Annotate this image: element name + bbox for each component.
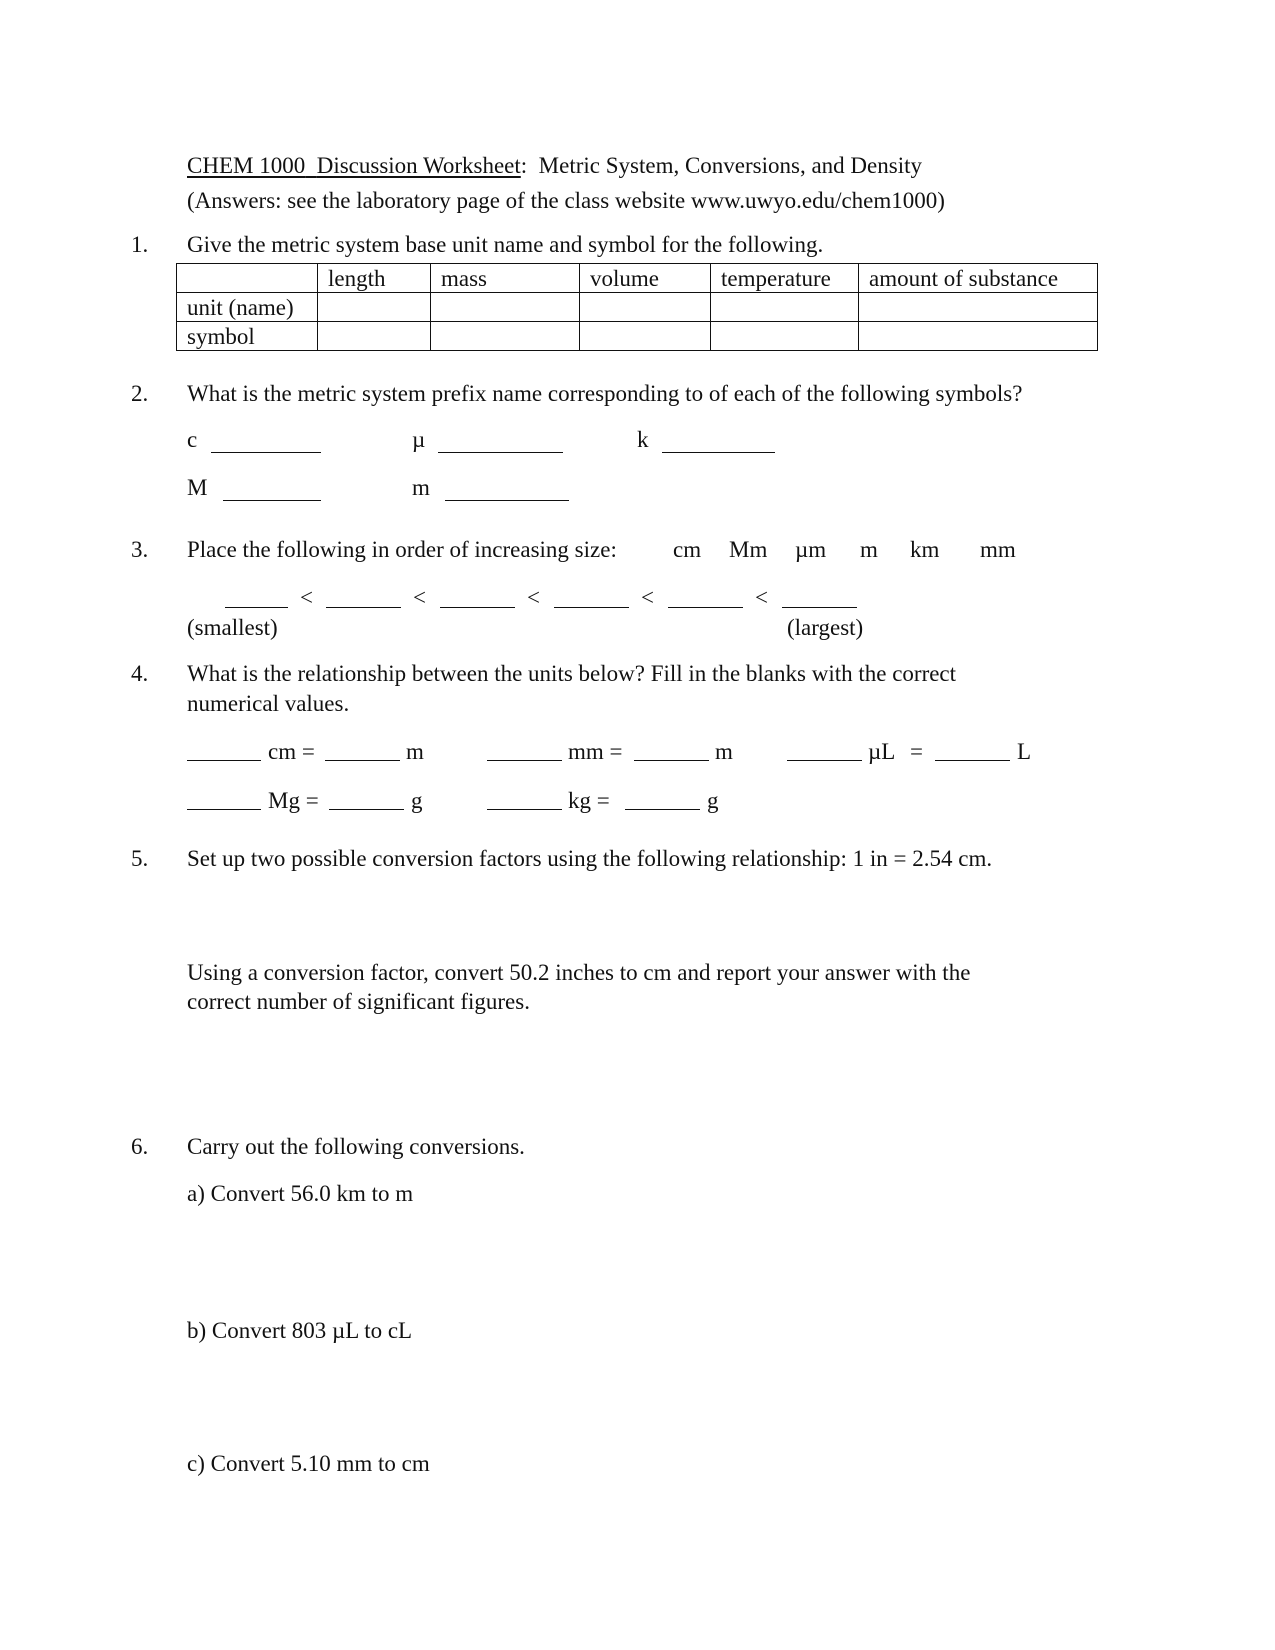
unit-label: mm = xyxy=(568,739,623,764)
prefix-symbol: M xyxy=(187,475,208,500)
unit-item: km xyxy=(910,537,940,562)
answer-blank[interactable] xyxy=(445,499,569,501)
base-units-table xyxy=(176,263,1098,351)
order-blank[interactable] xyxy=(326,606,401,608)
question-1-text: Give the metric system base unit name and symbol for the following. xyxy=(187,232,824,257)
unit-item: µm xyxy=(795,537,827,562)
question-number-1: 1. xyxy=(131,232,149,257)
unit-label: L xyxy=(1017,739,1032,764)
worksheet-topic: Metric System, Conversions, and Density xyxy=(538,153,922,178)
table-header-cell: amount of substance xyxy=(859,264,1098,293)
unit-label: Mg = xyxy=(268,788,319,813)
order-blank[interactable] xyxy=(554,606,629,608)
question-5-followup-line-1: Using a conversion factor, convert 50.2 inches to cm and report your answer with the xyxy=(187,960,971,985)
value-blank[interactable] xyxy=(187,808,261,810)
value-blank[interactable] xyxy=(487,759,562,761)
unit-item: cm xyxy=(673,537,702,562)
order-blank[interactable] xyxy=(668,606,743,608)
question-number-4: 4. xyxy=(131,661,149,686)
question-number-3: 3. xyxy=(131,537,149,562)
table-header-cell: length xyxy=(318,264,431,293)
smallest-label: (smallest) xyxy=(187,615,278,640)
prefix-symbol: m xyxy=(412,475,430,500)
answer-cell[interactable] xyxy=(580,293,711,322)
question-number-5: 5. xyxy=(131,846,149,871)
question-number-2: 2. xyxy=(131,381,149,406)
worksheet-title xyxy=(187,154,922,177)
question-4-text-line-1: What is the relationship between the units below? Fill in the blanks with the correct xyxy=(187,661,957,686)
row-label: symbol xyxy=(177,322,318,351)
table-header-cell: mass xyxy=(431,264,580,293)
unit-label: g xyxy=(411,788,423,813)
value-blank[interactable] xyxy=(187,759,261,761)
prefix-symbol: k xyxy=(637,427,649,452)
equals-sign: = xyxy=(910,739,923,764)
worksheet-name: Discussion Worksheet xyxy=(316,153,521,178)
unit-label: µL xyxy=(868,739,896,764)
question-4-text-line-2: numerical values. xyxy=(187,691,350,716)
question-2-text: What is the metric system prefix name corresponding to of each of the following symbols? xyxy=(187,381,1023,406)
value-blank[interactable] xyxy=(487,808,562,810)
course-worksheet-label xyxy=(187,153,521,178)
unit-label: kg = xyxy=(568,788,610,813)
answer-cell[interactable] xyxy=(431,293,580,322)
answer-blank[interactable] xyxy=(223,499,321,501)
question-6-text: Carry out the following conversions. xyxy=(187,1134,525,1159)
table-header-cell xyxy=(177,264,318,293)
unit-label: g xyxy=(707,788,719,813)
less-than-sign: < xyxy=(641,585,654,610)
unit-item: Mm xyxy=(729,537,768,562)
value-blank[interactable] xyxy=(625,808,700,810)
value-blank[interactable] xyxy=(325,759,400,761)
conversion-a: a) Convert 56.0 km to m xyxy=(187,1181,414,1206)
course-code: CHEM 1000 xyxy=(187,153,306,178)
question-5-text: Set up two possible conversion factors using the following relationship: 1 in = 2.54 cm. xyxy=(187,846,993,871)
prefix-symbol: c xyxy=(187,427,198,452)
answer-cell[interactable] xyxy=(711,322,859,351)
table-header-row xyxy=(177,264,1098,293)
answer-blank[interactable] xyxy=(662,451,775,453)
table-header-cell: temperature xyxy=(711,264,859,293)
value-blank[interactable] xyxy=(787,759,862,761)
answer-cell[interactable] xyxy=(318,322,431,351)
value-blank[interactable] xyxy=(634,759,709,761)
answer-cell[interactable] xyxy=(859,293,1098,322)
less-than-sign: < xyxy=(300,585,313,610)
table-row xyxy=(177,322,1098,351)
unit-item: mm xyxy=(980,537,1016,562)
less-than-sign: < xyxy=(527,585,540,610)
table-row xyxy=(177,293,1098,322)
question-3-text: Place the following in order of increasing size: xyxy=(187,537,617,562)
order-blank[interactable] xyxy=(782,606,857,608)
answer-blank[interactable] xyxy=(211,451,321,453)
less-than-sign: < xyxy=(413,585,426,610)
unit-item: m xyxy=(860,537,878,562)
row-label: unit (name) xyxy=(177,293,318,322)
answer-cell[interactable] xyxy=(318,293,431,322)
conversion-c: c) Convert 5.10 mm to cm xyxy=(187,1451,430,1476)
answer-cell[interactable] xyxy=(859,322,1098,351)
table-header-cell: volume xyxy=(580,264,711,293)
question-5-followup-line-2: correct number of significant figures. xyxy=(187,989,530,1014)
largest-label: (largest) xyxy=(787,615,864,640)
answer-cell[interactable] xyxy=(580,322,711,351)
unit-label: m xyxy=(715,739,733,764)
answer-cell[interactable] xyxy=(431,322,580,351)
conversion-b: b) Convert 803 µL to cL xyxy=(187,1318,413,1343)
less-than-sign: < xyxy=(755,585,768,610)
answers-note: (Answers: see the laboratory page of the class website www.uwyo.edu/chem1000) xyxy=(187,188,945,213)
question-number-6: 6. xyxy=(131,1134,149,1159)
unit-label: m xyxy=(406,739,424,764)
title-colon: : xyxy=(520,153,528,178)
value-blank[interactable] xyxy=(329,808,404,810)
order-blank[interactable] xyxy=(440,606,515,608)
answer-cell[interactable] xyxy=(711,293,859,322)
answer-blank[interactable] xyxy=(438,451,563,453)
unit-label: cm = xyxy=(268,739,315,764)
prefix-symbol: µ xyxy=(412,427,426,452)
value-blank[interactable] xyxy=(935,759,1010,761)
order-blank[interactable] xyxy=(225,606,288,608)
